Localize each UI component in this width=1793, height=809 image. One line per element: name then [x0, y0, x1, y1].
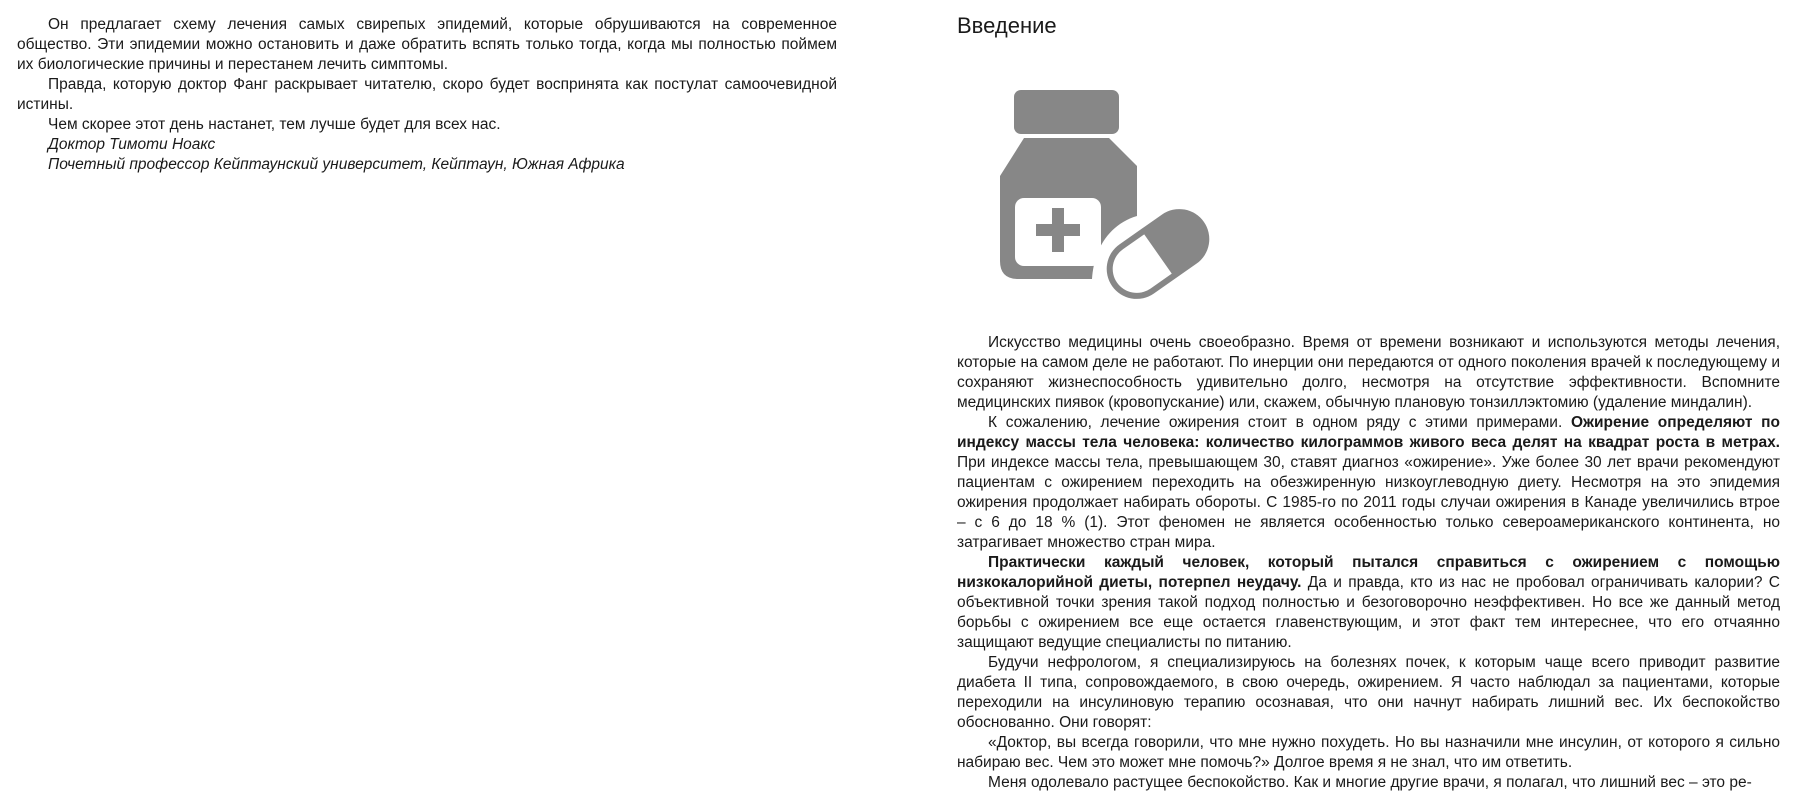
- chapter-heading: Введение: [957, 13, 1057, 38]
- signature-title: Почетный профессор Кейптаунский университет, Кейптаун, Южная Африка: [48, 156, 625, 173]
- left-paragraph-3: Чем скорее этот день настанет, тем лучше будет для всех нас.: [48, 116, 501, 133]
- paragraph-text: Да и правда, кто из нас не пробовал ограничивать калории? С объективной точки зрения такой подход полностью и безоговорочно неэффективен. Но все же данный метод борьбы с ожирением все еще остается главенствующим, и этот факт тем интереснее, что его отчаянно защищают ведущие специалисты по питанию.: [957, 574, 1781, 651]
- right-page: [940, 0, 1793, 809]
- paragraph-text: «Доктор, вы всегда говорили, что мне нужно похудеть. Но вы назначили мне инсулин, от которого я сильно набираю вес. Чем это может мне помочь?» Долгое время я не знал, что им ответить.: [957, 734, 1780, 771]
- intro-paragraph-4: [957, 653, 1780, 733]
- left-paragraph-2: Правда, которую доктор Фанг раскрывает читателю, скоро будет воспринята как постулат самоочевидной истины.: [17, 76, 837, 113]
- intro-paragraph-6: [957, 773, 1780, 793]
- bottle-cap: [1014, 90, 1119, 134]
- left-page-text: [17, 15, 837, 175]
- emphasis-text: Ожирение определяют по индексу массы тела человека: количество килограммов живого веса делят на квадрат роста в метрах.: [957, 414, 1781, 451]
- intro-paragraph-1: [957, 333, 1780, 413]
- signature-name: Доктор Тимоти Ноакс: [48, 136, 216, 153]
- paragraph-text: Меня одолевало растущее беспокойство. Как и многие другие врачи, я полагал, что лишний вес – это ре-: [988, 774, 1752, 791]
- intro-paragraph-3: [957, 553, 1780, 653]
- intro-paragraph-2: [957, 413, 1780, 553]
- emphasis-text: Практически каждый человек, который пытался справиться с ожирением с помощью низкокалорийной диеты, потерпел неудачу.: [957, 554, 1780, 591]
- paragraph-text: Искусство медицины очень своеобразно. Время от времени возникают и используются методы лечения, которые на самом деле не работают. По инерции они передаются от одного поколения врачей к последующему и сохраняют жизнеспособность удивительно долго, несмотря на отсутствие эффективности. Вспомните медицинских пиявок (кровопускание) или, скажем, обычную плановую тонзиллэктомию (удаление миндалин).: [957, 334, 1780, 411]
- left-page: [0, 0, 840, 809]
- left-paragraph-1: Он предлагает схему лечения самых свирепых эпидемий, которые обрушиваются на современное общество. Эти эпидемии можно остановить и даже обратить вспять только тогда, когда мы полностью поймем их биологические причины и перестанем лечить симптомы.: [17, 16, 837, 73]
- paragraph-text: К сожалению, лечение ожирения стоит в одном ряду с этими примерами.: [988, 414, 1571, 431]
- paragraph-text: При индексе массы тела, превышающем 30, ставят диагноз «ожирение». Уже более 30 лет врачи рекомендуют пациентам с ожирением переходить на обезжиренную низкоуглеводную диету. Несмотря на это эпидемия ожирения продолжает набирать обороты. С 1985-го по 2011 годы случаи ожирения в Канаде увеличились втрое – с 6 до 18 % (1). Этот феномен не является особенностью только североамериканского континента, но затрагивает множество стран мира.: [957, 454, 1780, 551]
- intro-paragraph-5: [957, 733, 1780, 773]
- paragraph-text: Будучи нефрологом, я специализируюсь на болезнях почек, к которым чаще всего приводит развитие диабета II типа, сопровождаемого, в свою очередь, ожирением. Я часто наблюдал за пациентами, которые переходили на инсулиновую терапию осознавая, что они начнут набирать лишний вес. Их беспокойство обоснованно. Они говорят:: [957, 654, 1780, 731]
- medicine-bottle-and-pill-icon: [996, 84, 1226, 316]
- right-page-text: [957, 333, 1780, 793]
